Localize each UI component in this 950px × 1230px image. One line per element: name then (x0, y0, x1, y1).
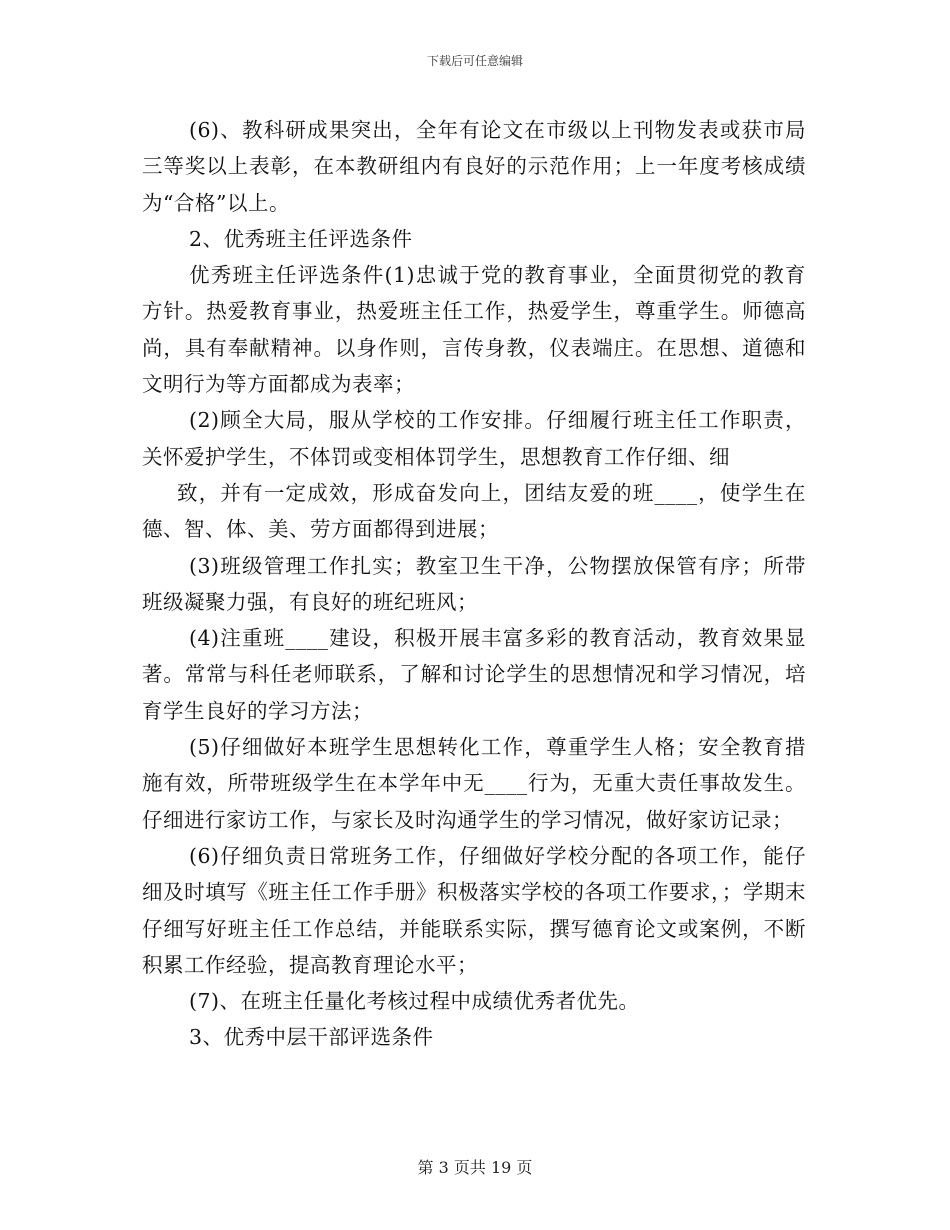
paragraph-criteria-4: (4)注重班____建设，积极开展丰富多彩的教育活动，教育效果显著。常常与科任老师联系，了解和讨论学生的思想情况和学习情况，培育学生良好的学习方法； (142, 626, 806, 723)
paragraph-criteria-2: (2)顾全大局，服从学校的工作安排。仔细履行班主任工作职责，关怀爱护学生，不体罚或变相体罚学生，思想教育工作仔细、细 (142, 408, 806, 469)
paragraph-criteria-1: 优秀班主任评选条件(1)忠诚于党的教育事业，全面贯彻党的教育方针。热爱教育事业，热爱班主任工作，热爱学生，尊重学生。师德高尚，具有奉献精神。以身作则，言传身教，仪表端庄。在思想、道德和文明行为等方面都成为表率； (142, 263, 806, 397)
page-header: 下载后可任意编辑 (426, 54, 523, 68)
paragraph-criteria-5: (5)仔细做好本班学生思想转化工作，尊重学生人格；安全教育措施有效，所带班级学生在本学年中无____行为，无重大责任事故发生。仔细进行家访工作，与家长及时沟通学生的学习情况，做好家访记录； (142, 735, 806, 832)
section-heading-middle-cadre: 3、优秀中层干部评选条件 (189, 1025, 434, 1050)
paragraph-criteria-2-continued: 致，并有一定成效，形成奋发向上，团结友爱的班____，使学生在德、智、体、美、劳方面都得到进展； (142, 480, 806, 542)
page-number: 第 3 页共 19 页 (417, 1158, 533, 1177)
paragraph-criteria-6: (6)仔细负责日常班务工作，仔细做好学校分配的各项工作，能仔细及时填写《班主任工作手册》积极落实学校的各项工作要求，；学期末仔细写好班主任工作总结，并能联系实际，撰写德育论文或案例，不断积累工作经验，提高教育理论水平； (142, 843, 806, 977)
paragraph-criteria-7: (7)、在班主任量化考核过程中成绩优秀者优先。 (189, 989, 640, 1014)
section-heading-class-teacher: 2、优秀班主任评选条件 (189, 226, 413, 251)
document-body (142, 112, 806, 1056)
paragraph-criteria-3: (3)班级管理工作扎实；教室卫生干净，公物摆放保管有序；所带班级凝聚力强，有良好的班纪班风； (142, 553, 806, 614)
paragraph-research-achievement: (6)、教科研成果突出，全年有论文在市级以上刊物发表或获市局三等奖以上表彰，在本教研组内有良好的示范作用；上一年度考核成绩为“合格”以上。 (142, 118, 806, 215)
